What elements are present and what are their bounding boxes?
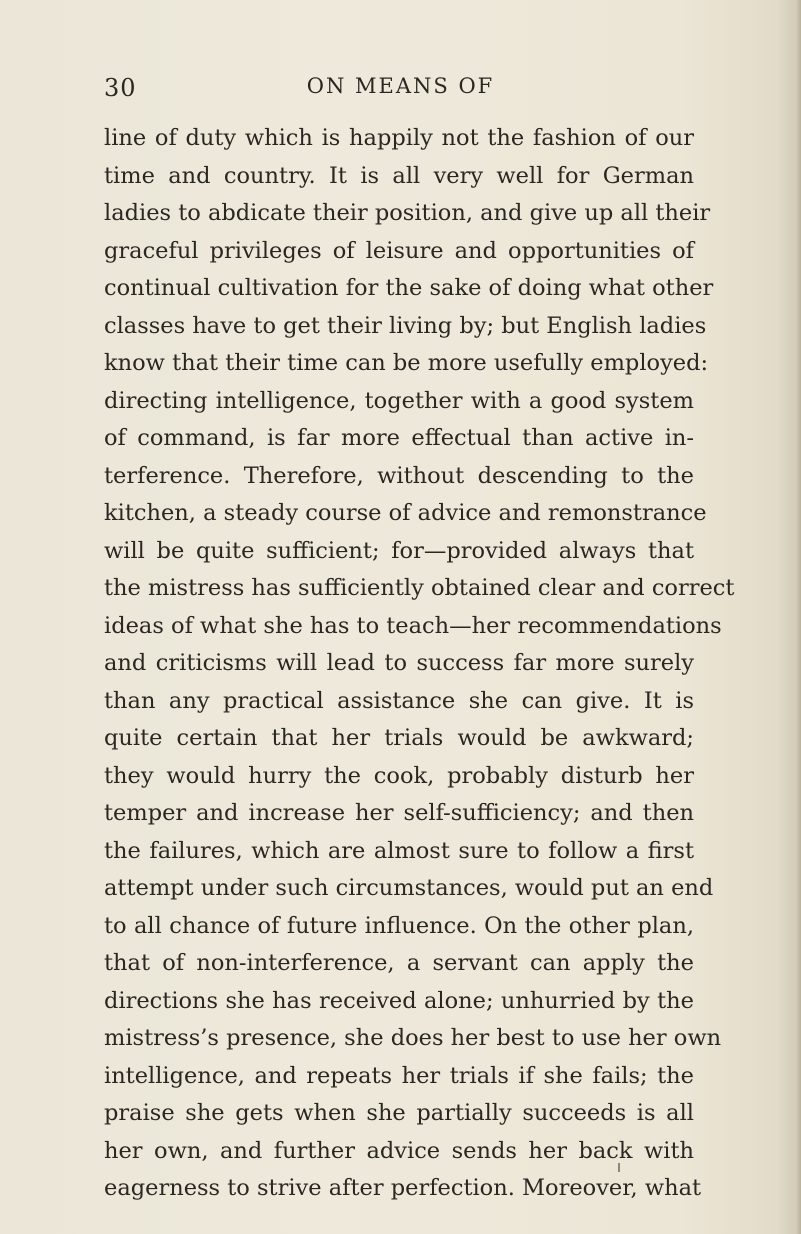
page-edge (795, 0, 801, 1234)
text-line: praise she gets when she partially succeeds is all (104, 1100, 694, 1126)
body-text (104, 120, 735, 1208)
text-line: intelligence, and repeats her trials if she fails; the (104, 1062, 694, 1089)
text-line: graceful privileges of leisure and opportunities of (104, 237, 694, 264)
running-header (0, 74, 801, 114)
text-line: classes have to get their living by; but English ladies (104, 312, 707, 339)
text-line: directing intelligence, together with a good system (104, 387, 694, 414)
text-line: ladies to abdicate their position, and give up all their (104, 200, 711, 226)
text-line: continual cultivation for the sake of doing what other (104, 275, 714, 301)
text-line: quite certain that her trials would be awkward; (104, 725, 694, 751)
text-line: they would hurry the cook, probably disturb her (104, 762, 694, 789)
running-title: ON MEANS OF (306, 74, 495, 98)
text-line: of command, is far more effectual than active in- (104, 425, 694, 451)
text-line: than any practical assistance she can give. It is (104, 687, 694, 714)
printer-mark (618, 1163, 620, 1172)
page-number: 30 (104, 74, 137, 102)
text-line: terference. Therefore, without descending to the (104, 462, 694, 489)
text-line: her own, and further advice sends her back with (104, 1137, 694, 1164)
text-line: will be quite sufficient; for—provided always that (104, 537, 694, 564)
text-line: mistress’s presence, she does her best to use her own (104, 1025, 722, 1051)
text-line: to all chance of future influence. On the other plan, (104, 912, 694, 939)
text-line: ideas of what she has to teach—her recommendations (104, 612, 722, 639)
text-line: that of non-interference, a servant can apply the (104, 950, 694, 976)
text-line: line of duty which is happily not the fashion of our (104, 125, 694, 151)
text-line: and criticisms will lead to success far more surely (104, 650, 694, 676)
text-line: directions she has received alone; unhurried by the (104, 987, 694, 1014)
text-line: eagerness to strive after perfection. Moreover, what (104, 1175, 702, 1201)
text-line: the mistress has sufficiently obtained clear and correct (104, 575, 735, 601)
text-line: kitchen, a steady course of advice and remonstrance (104, 500, 707, 526)
text-line: attempt under such circumstances, would put an end (104, 875, 714, 901)
text-line: know that their time can be more usefully employed: (104, 350, 709, 376)
text-line: temper and increase her self-sufficiency; and then (104, 800, 694, 826)
text-line: time and country. It is all very well for German (104, 162, 694, 189)
text-line: the failures, which are almost sure to follow a first (104, 837, 694, 864)
